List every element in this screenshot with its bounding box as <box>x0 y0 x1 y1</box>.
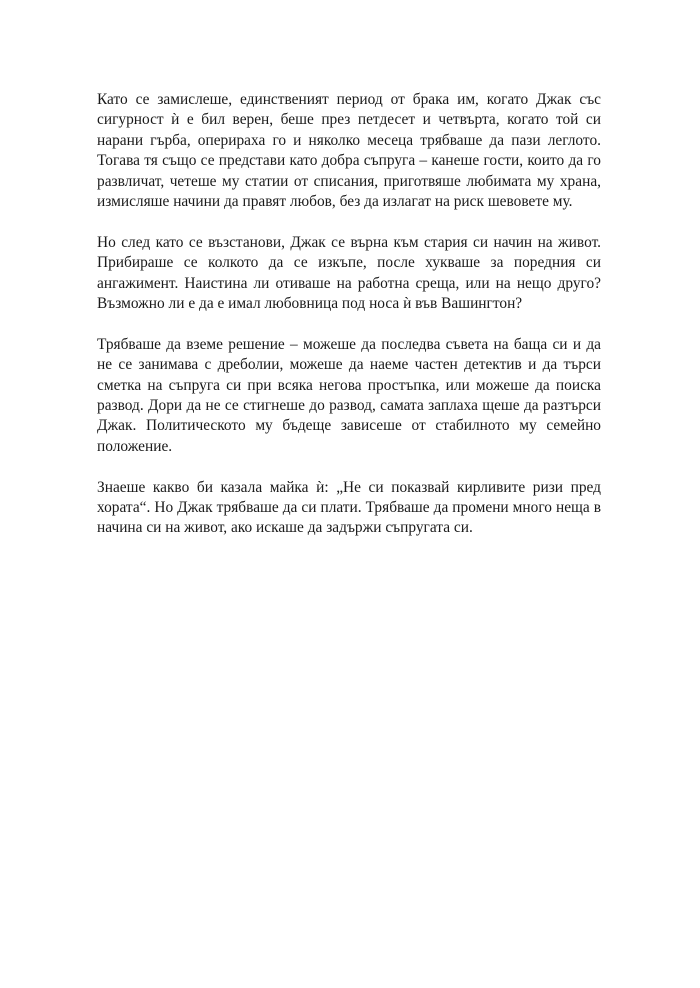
paragraph-3: Трябваше да вземе решение – можеше да последва съвета на баща си и да не се занимава с дреболии, можеше да наеме частен детектив и да търси сметка на съпруга си при всяка негова простъпка, или можеше да поиска развод. Дори да не се стигнеше до развод, самата заплаха щеше да разтърси Джак. Политическото му бъдеще зависеше от стабилното му семейно положение. <box>97 335 601 455</box>
paragraph-4: Знаеше какво би казала майка ѝ: „Не си показвай кирливите ризи пред хората“. Но Джак трябваше да си плати. Трябваше да промени много неща в начина си на живот, ако искаше да задържи съпругата си. <box>97 478 601 537</box>
document-page <box>97 90 601 559</box>
paragraph-1: Като се замислеше, единственият период от брака им, когато Джак със сигурност ѝ е бил верен, беше през петдесет и четвърта, когато той си нарани гърба, оперираха го и няколко месеца трябваше да пази леглото. Тогава тя също се представи като добра съпруга – канеше гости, които да го развличат, четеше му статии от списания, приготвяше любимата му храна, измисляше начини да правят любов, без да излагат на риск шевовете му. <box>97 91 601 211</box>
paragraph-2: Но след като се възстанови, Джак се върна към стария си начин на живот. Прибираше се колкото да се изкъпе, после хукваше за поредния си ангажимент. Наистина ли отиваше на работна среща, или на нещо друго? Възможно ли е да е имал любовница под носа ѝ във Вашингтон? <box>97 233 601 313</box>
